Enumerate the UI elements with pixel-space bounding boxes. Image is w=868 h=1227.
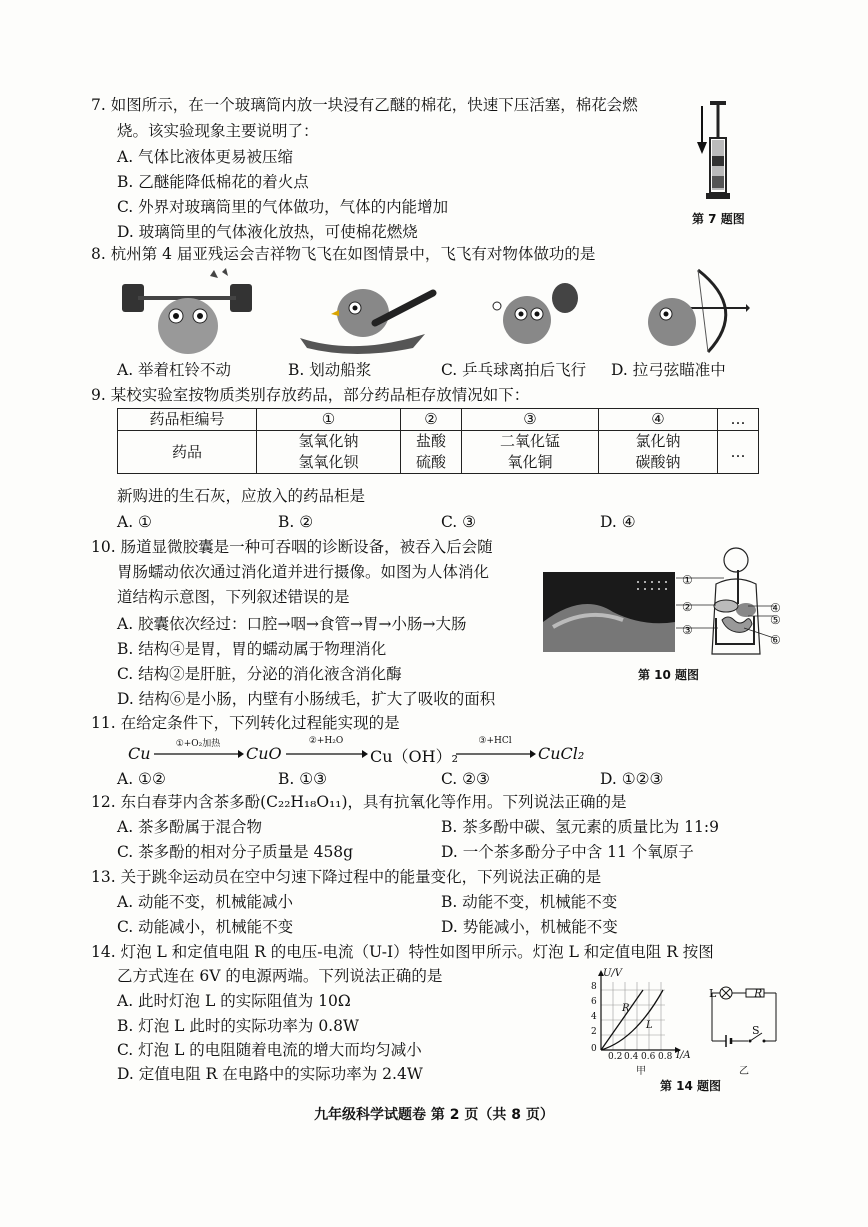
q13-option-b: B. 动能不变，机械能不变 [441, 893, 618, 911]
q11-option-d: D. ①②③ [600, 770, 664, 788]
table-header-cell: ① [257, 409, 401, 431]
q8-option-d: D. 拉弓弦瞄准中 [611, 361, 726, 379]
q12-option-d: D. 一个茶多酚分子中含 11 个氧原子 [441, 843, 694, 861]
q14-stem-line2: 乙方式连在 6V 的电源两端。下列说法正确的是 [117, 967, 443, 985]
ytick-6: 6 [591, 997, 597, 1007]
table-cell [599, 431, 718, 474]
table-cell [401, 431, 462, 474]
q11-option-b: B. ①③ [278, 770, 328, 788]
circuit-label-s: S [752, 1024, 760, 1037]
q14-option-c: C. 灯泡 L 的电阻随着电流的增大而均匀减小 [117, 1041, 422, 1059]
arrow-1 [154, 750, 244, 758]
q10-option-c: C. 结构②是肝脏，分泌的消化液含消化酶 [117, 665, 402, 683]
table-header-cell: ② [401, 409, 462, 431]
conversion-equation [128, 738, 608, 768]
table-row [118, 431, 759, 474]
digestive-label-3: ③ [682, 623, 693, 637]
q7-figure-caption: 第 7 题图 [692, 212, 745, 226]
q9-option-c: C. ③ [441, 513, 477, 531]
eq-cu: Cu [128, 744, 151, 763]
curve-l-label: L [646, 1020, 653, 1031]
cell-line: 盐酸 [415, 432, 446, 450]
table-header-cell: ④ [599, 409, 718, 431]
q10-figure-caption: 第 10 题图 [638, 668, 700, 682]
cell-line: 氢氧化钡 [298, 453, 359, 471]
q8-option-a: A. 举着杠铃不动 [117, 361, 232, 379]
cell-line: … [730, 442, 746, 461]
cell-line: 氢氧化钠 [298, 432, 359, 450]
q7-option-c: C. 外界对玻璃筒里的气体做功，气体的内能增加 [117, 198, 449, 216]
q14-stem-line1: 14. 灯泡 L 和定值电阻 R 的电压-电流（U-I）特性如图甲所示。灯泡 L 和定值电阻 R 按图 [91, 943, 714, 961]
cell-line: 氧化铜 [507, 453, 553, 471]
q13-stem: 13. 关于跳伞运动员在空中匀速下降过程中的能量变化，下列说法正确的是 [91, 868, 602, 886]
arrow-3 [456, 750, 536, 758]
digestive-label-6: ⑥ [770, 633, 781, 647]
q8-option-b: B. 划动船浆 [288, 361, 372, 379]
eq-arrow2-label: ②+H₂O [308, 736, 344, 746]
q10-stem-line3: 道结构示意图，下列叙述错误的是 [117, 588, 350, 606]
eq-arrow1-label: ①+O₂加热 [175, 739, 221, 749]
q9-option-d: D. ④ [600, 513, 636, 531]
table-header-cell: ③ [462, 409, 599, 431]
graph-sub-a: 甲 [636, 1066, 646, 1077]
eq-cucl2: CuCl₂ [538, 744, 585, 763]
q11-option-c: C. ②③ [441, 770, 490, 788]
q8-stem: 8. 杭州第 4 届亚残运会吉祥物飞飞在如图情景中，飞飞有对物体做功的是 [91, 245, 596, 263]
q10-option-b: B. 结构④是胃，胃的蠕动属于物理消化 [117, 640, 387, 658]
q7-stem-line2: 烧。该实验现象主要说明了： [117, 122, 319, 140]
xtick-0-6: 0.6 [641, 1052, 656, 1062]
q11-stem: 11. 在给定条件下，下列转化过程能实现的是 [91, 714, 400, 732]
q14-option-d: D. 定值电阻 R 在电路中的实际功率为 2.4W [117, 1065, 423, 1083]
table-cell [718, 431, 759, 474]
page-footer: 九年级科学试题卷 第 2 页（共 8 页） [314, 1107, 554, 1123]
q10-stem-line2: 胃肠蠕动依次通过消化道并进行摄像。如图为人体消化 [117, 563, 490, 581]
eq-cuo: CuO [246, 744, 282, 763]
graph-xlabel: I/A [676, 1050, 691, 1061]
q12-option-b: B. 茶多酚中碳、氢元素的质量比为 11:9 [441, 818, 719, 836]
q9-followup: 新购进的生石灰，应放入的药品柜是 [117, 487, 366, 505]
q10-stem-line1: 10. 肠道显微胶囊是一种可吞咽的诊断设备，被吞入后会随 [91, 538, 493, 556]
q7-option-b: B. 乙醚能降低棉花的着火点 [117, 173, 309, 191]
q13-option-c: C. 动能减小，机械能不变 [117, 918, 294, 936]
ytick-2: 2 [591, 1027, 597, 1037]
q7-stem-line1: 7. 如图所示，在一个玻璃筒内放一块浸有乙醚的棉花，快速下压活塞，棉花会燃 [91, 96, 638, 114]
q8-option-c: C. 乒乓球离拍后飞行 [441, 361, 587, 379]
q7-option-a: A. 气体比液体更易被压缩 [117, 148, 294, 166]
q13-option-d: D. 势能减小，机械能不变 [441, 918, 618, 936]
cell-line: 氯化钠 [635, 432, 681, 450]
xtick-0-4: 0.4 [624, 1052, 639, 1062]
graph-ylabel: U/V [603, 968, 623, 979]
q10-option-d: D. 结构⑥是小肠，内壁有小肠绒毛，扩大了吸收的面积 [117, 690, 496, 708]
q9-option-a: A. ① [117, 513, 152, 531]
mascot-archery-image [638, 264, 750, 358]
table-cell [257, 431, 401, 474]
circuit-label-r: R [754, 987, 763, 1000]
graph-sub-b: 乙 [739, 1066, 749, 1077]
table-cell [462, 431, 599, 474]
q11-option-a: A. ①② [117, 770, 166, 788]
table-header-row [118, 409, 759, 431]
mascot-ping-pong-image [485, 268, 595, 358]
ytick-4: 4 [591, 1012, 597, 1022]
ytick-8: 8 [591, 982, 597, 992]
digestive-label-4: ④ [770, 601, 781, 615]
glass-cylinder-figure [688, 96, 748, 206]
q12-stem: 12. 东白春芽内含茶多酚(C₂₂H₁₈O₁₁)，具有抗氧化等作用。下列说法正确的是 [91, 793, 627, 811]
q14-option-a: A. 此时灯泡 L 的实际阻值为 10Ω [117, 992, 351, 1010]
digestive-label-5: ⑤ [770, 613, 781, 627]
cell-line: 二氧化锰 [499, 432, 560, 450]
table-header-cell: 药品柜编号 [118, 409, 257, 431]
cell-line: 碳酸钠 [635, 453, 681, 471]
mascot-lifting-barbell-image [118, 268, 258, 358]
mascot-rowing-boat-image [295, 268, 440, 358]
xtick-0-8: 0.8 [658, 1052, 673, 1062]
q9-stem: 9. 某校实验室按物质类别存放药品，部分药品柜存放情况如下： [91, 386, 530, 404]
circuit-label-l: L [709, 987, 717, 1000]
q14-option-b: B. 灯泡 L 此时的实际功率为 0.8W [117, 1017, 359, 1035]
eq-arrow3-label: ③+HCl [478, 736, 512, 746]
arrow-2 [286, 750, 368, 758]
q14-figure-caption: 第 14 题图 [660, 1079, 722, 1093]
table-header-cell: … [718, 409, 759, 431]
q12-option-c: C. 茶多酚的相对分子质量是 458g [117, 843, 354, 861]
table-row-label: 药品 [118, 431, 257, 474]
q13-option-a: A. 动能不变，机械能减小 [117, 893, 294, 911]
ytick-0: 0 [591, 1044, 597, 1054]
q12-option-a: A. 茶多酚属于混合物 [117, 818, 263, 836]
drug-cabinet-table [117, 408, 759, 474]
eq-cuoh2: Cu（OH）₂ [370, 747, 459, 766]
xtick-0-2: 0.2 [608, 1052, 623, 1062]
capsule-photo-image [543, 572, 675, 652]
curve-r-label: R [622, 1003, 630, 1014]
q10-option-a: A. 胶囊依次经过：口腔→咽→食管→胃→小肠→大肠 [117, 615, 467, 633]
cell-line: 硫酸 [415, 453, 446, 471]
digestive-label-2: ② [682, 600, 693, 614]
q9-option-b: B. ② [278, 513, 314, 531]
q7-option-d: D. 玻璃筒里的气体液化放热，可使棉花燃烧 [117, 223, 418, 241]
digestive-label-1: ① [682, 573, 693, 587]
